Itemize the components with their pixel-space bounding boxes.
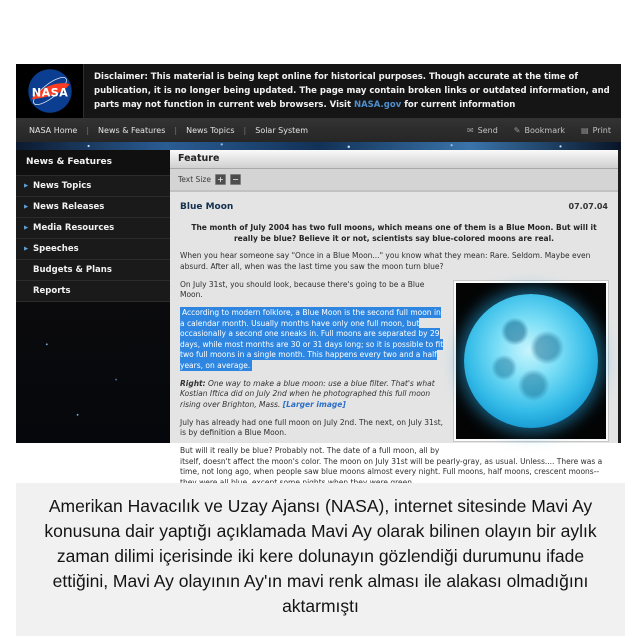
sidebar-item-reports[interactable] — [16, 280, 170, 301]
print-icon: ▤ — [581, 125, 589, 135]
blue-moon-image[interactable] — [454, 281, 608, 441]
article-date: 07.07.04 — [568, 202, 608, 212]
article-lead: The month of July 2004 has two full moons, which means one of them is a Blue Moon. But will it really be blue? Believe it or not, scientists say blue-colored moons are real. — [191, 223, 597, 243]
text-size-toolbar — [170, 169, 618, 192]
nav-separator: | — [174, 125, 178, 135]
nav-link-nasa-home[interactable]: NASA Home — [29, 125, 78, 135]
chevron-right-icon: ▶ — [24, 225, 29, 232]
nasa-website-screenshot — [16, 64, 621, 477]
nasa-gov-link[interactable]: NASA.gov — [353, 99, 402, 110]
article-paragraph: But will it really be blue? Probably not. The date of a full moon, all by itself, doesn't affect the moon's color. The moon on July 31st will be pearly-gray, as usual. Unless.... There was a time, not long ago, when people saw blue moons almost every night. Full moons, half moons, crescent moons-- — [180, 445, 603, 477]
bookmark-label: Bookmark — [524, 125, 566, 135]
sidebar-header: News & Features — [16, 150, 170, 175]
nav-actions — [467, 126, 611, 135]
sidebar-starfield — [16, 301, 170, 443]
disclaimer-bar — [16, 64, 621, 118]
send-button[interactable] — [467, 126, 498, 135]
nav-link-solar-system[interactable]: Solar System — [255, 125, 308, 135]
text-size-increase-button[interactable]: + — [215, 174, 226, 185]
send-label: Send — [477, 125, 498, 135]
disclaimer-text — [84, 64, 621, 118]
print-label: Print — [592, 125, 611, 135]
disclaimer-text-after: for current information — [401, 99, 516, 110]
article-paragraph: When you hear someone say "Once in a Blue Moon..." you know what they mean: Rare. Seldom. Maybe even absurd. After all, when was the last time you saw the moon turn blue? — [180, 251, 591, 271]
image-caption-text: One way to make a blue moon: use a blue filter. That's what Kostian Iftica did on July 2nd when he photographed this full moon rising over Brighton, Mass. — [180, 378, 435, 410]
nav-links — [20, 126, 467, 135]
sidebar-item-media-resources[interactable] — [16, 217, 170, 238]
top-nav-bar — [16, 118, 621, 142]
nav-separator: | — [86, 125, 90, 135]
svg-text:NASA: NASA — [31, 86, 68, 100]
starfield-banner — [16, 142, 621, 150]
article-title: Blue Moon — [180, 202, 234, 213]
text-size-label: Text Size — [178, 175, 211, 185]
article-paragraph: July has already had one full moon on July 2nd. The next, on July 31st, is by definition a Blue Moon. — [180, 417, 444, 438]
chevron-right-icon: ▶ — [24, 204, 29, 211]
article-title-row — [180, 201, 608, 214]
image-caption-label: Right: — [180, 378, 206, 388]
bookmark-button[interactable] — [514, 126, 565, 135]
feature-section-header: Feature — [170, 150, 618, 169]
sidebar-item-label: Budgets & Plans — [33, 265, 112, 276]
article-paragraph: On July 31st, you should look, because there's going to be a Blue Moon. — [180, 279, 425, 300]
sidebar-item-label: News Topics — [33, 181, 92, 192]
sidebar-item-news-releases[interactable] — [16, 196, 170, 217]
nasa-logo[interactable] — [16, 64, 84, 118]
sidebar-item-budgets-plans[interactable] — [16, 259, 170, 280]
sidebar-item-label: Speeches — [33, 244, 79, 255]
sidebar-item-label: Reports — [33, 286, 71, 297]
page-body — [16, 150, 621, 477]
nav-link-news-topics[interactable]: News Topics — [186, 125, 235, 135]
article — [170, 192, 618, 505]
sidebar-items — [16, 175, 170, 301]
text-size-decrease-button[interactable]: − — [230, 174, 241, 185]
chevron-right-icon: ▶ — [24, 246, 29, 253]
chevron-right-icon: ▶ — [24, 183, 29, 190]
disclaimer-text-before: Disclaimer: This material is being kept online for historical purposes. Though accurate at the time of publication, it is no longer being updated. The page may contain broken links or outdated information, and parts may not function in current web browsers. Visit — [94, 72, 610, 110]
sidebar — [16, 150, 170, 443]
text-selection: According to modern folklore, a Blue Moon is the second full moon in a calendar month. Usually months have only one full moon, but occasionally a second one sneaks in. Full moons are separated by 29 days, while most months are 30 or 31 days long; so it is possible to fit two full moons in a single month. This happens every two and a half years, on average. — [180, 307, 444, 371]
turkish-caption: Amerikan Havacılık ve Uzay Ajansı (NASA), internet sitesinde Mavi Ay konusuna dair yaptığı açıklamada Mavi Ay olarak bilinen olayın bir aylık zaman dilimi içerisinde iki kere dolunayın gözlendiği durumunu ifade ettiğini, Mavi Ay olayının Ay'ın mavi renk alması ile alakası olmadığını aktarmıştı — [16, 483, 625, 636]
send-icon: ✉ — [466, 125, 474, 135]
sidebar-item-label: Media Resources — [33, 223, 115, 234]
bookmark-icon: ✎ — [513, 125, 521, 135]
sidebar-item-speeches[interactable] — [16, 238, 170, 259]
moon-graphic — [464, 294, 598, 428]
sidebar-item-news-topics[interactable] — [16, 175, 170, 196]
larger-image-link[interactable]: [Larger image] — [282, 400, 346, 410]
nav-link-news-features[interactable]: News & Features — [98, 125, 166, 135]
sidebar-item-label: News Releases — [33, 202, 105, 213]
main-content — [170, 150, 618, 477]
print-button[interactable] — [581, 126, 611, 135]
nav-separator: | — [243, 125, 247, 135]
nasa-meatball-icon — [26, 67, 74, 115]
